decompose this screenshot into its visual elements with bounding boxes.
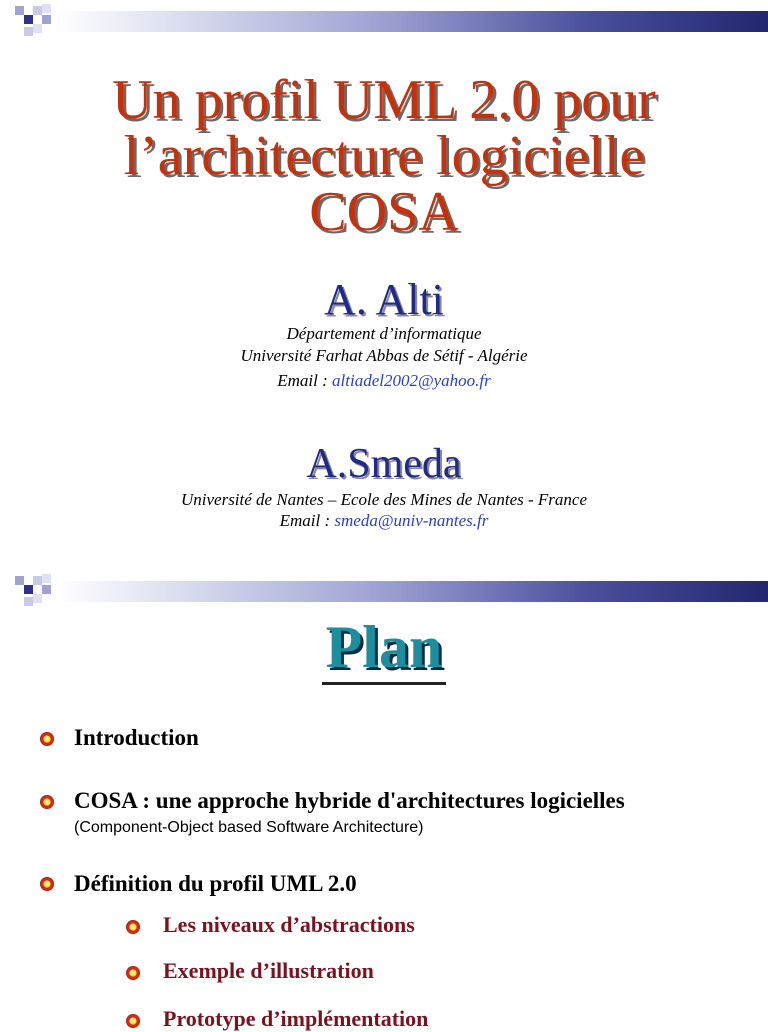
decor-square xyxy=(15,6,24,15)
email-label: Email : xyxy=(279,511,335,530)
header-bar xyxy=(0,0,768,44)
plan-subitem-niveaux: Les niveaux d’abstractions xyxy=(163,912,415,937)
author-1-email-link[interactable]: altiadel2002@yahoo.fr xyxy=(332,371,491,390)
email-label: Email : xyxy=(277,371,333,390)
decor-square xyxy=(33,6,42,15)
decor-square xyxy=(33,594,42,603)
author-1-department: Département d’informatique xyxy=(286,324,482,343)
author-2-email-line xyxy=(0,511,768,531)
title-line-2: l’architecture logicielle xyxy=(123,125,645,187)
decor-square xyxy=(42,585,51,594)
author-1-name: A. Alti xyxy=(324,275,444,324)
header-gradient xyxy=(56,581,768,602)
plan-item-profil: Définition du profil UML 2.0 xyxy=(74,871,357,896)
author-1-university: Université Farhat Abbas de Sétif - Algérie xyxy=(240,346,528,365)
plan-item-cosa: COSA : une approche hybride d'architectures logicielles xyxy=(74,788,625,813)
decor-square xyxy=(24,585,33,594)
decor-square xyxy=(33,24,42,33)
plan-subitem-exemple: Exemple d’illustration xyxy=(163,958,374,983)
decor-square xyxy=(24,597,33,606)
plan-item-cosa-note: (Component-Object based Software Architecture) xyxy=(74,819,424,836)
bullet-icon xyxy=(40,795,54,809)
author-2-email-link[interactable]: smeda@univ-nantes.fr xyxy=(334,511,489,530)
bullet-icon xyxy=(40,877,54,891)
title-line-3: COSA xyxy=(309,181,459,243)
bullet-icon xyxy=(126,966,140,980)
title-line-1: Un profil UML 2.0 pour xyxy=(112,69,656,131)
decor-square xyxy=(42,574,51,583)
author-1-email-line xyxy=(0,371,768,391)
plan-item-introduction: Introduction xyxy=(74,725,199,750)
header-bar xyxy=(0,570,768,614)
author-2-university: Université de Nantes – Ecole des Mines de Nantes - France xyxy=(180,490,587,509)
presentation-title xyxy=(0,69,768,243)
plan-subitem-prototype: Prototype d’implémentation xyxy=(163,1006,429,1031)
decor-square xyxy=(24,15,33,24)
plan-title-text: Plan xyxy=(322,616,447,685)
decor-square xyxy=(33,576,42,585)
bullet-icon xyxy=(126,1014,140,1028)
author-2-name: A.Smeda xyxy=(306,441,462,487)
decor-square xyxy=(42,15,51,24)
decor-square xyxy=(42,4,51,13)
bullet-icon xyxy=(126,920,140,934)
decor-square xyxy=(15,576,24,585)
decor-square xyxy=(24,27,33,36)
bullet-icon xyxy=(40,732,54,746)
plan-title xyxy=(0,616,768,685)
header-gradient xyxy=(56,11,768,32)
